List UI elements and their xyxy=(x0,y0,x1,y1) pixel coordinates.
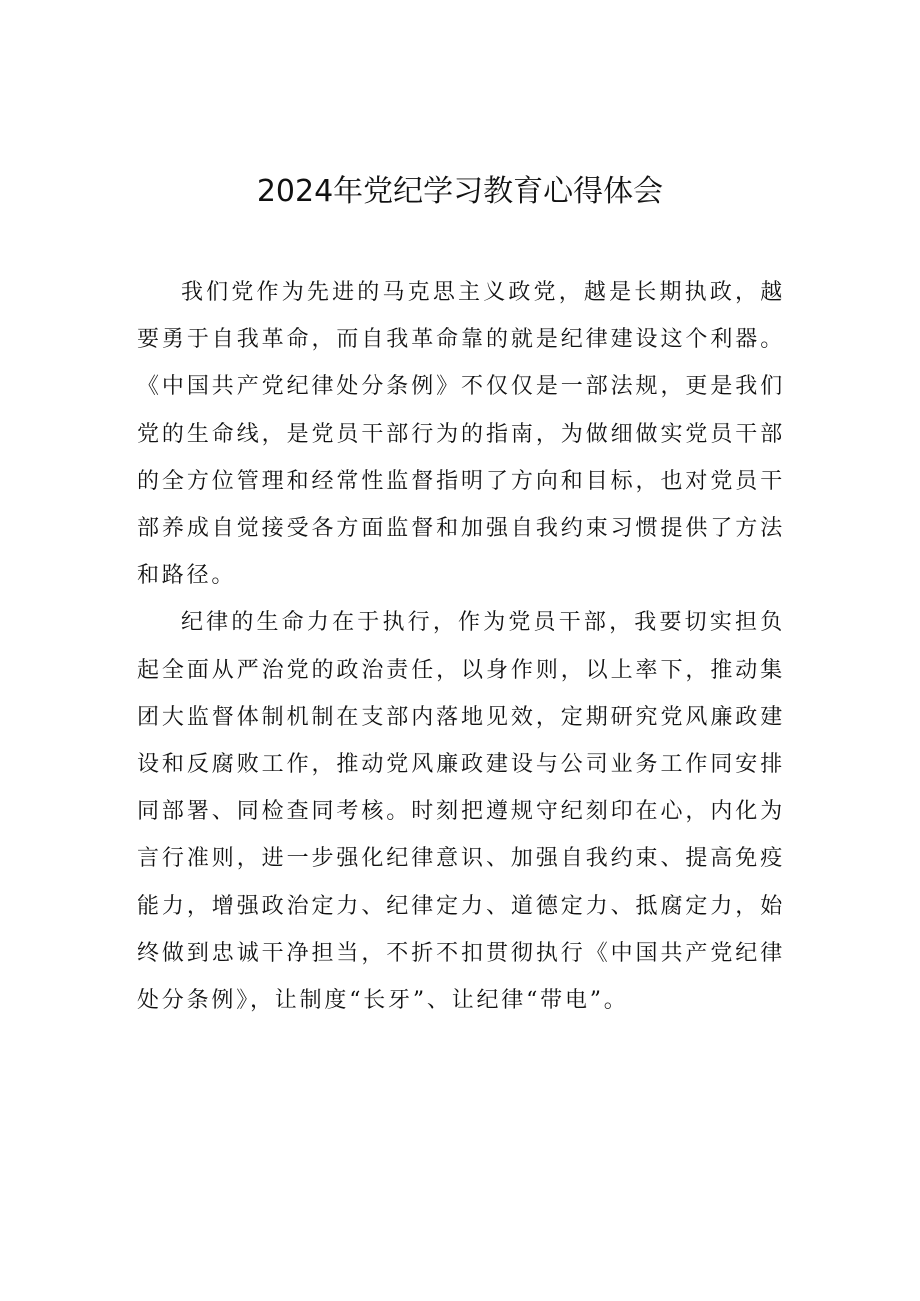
paragraph-1: 我们党作为先进的马克思主义政党，越是长期执政，越要勇于自我革命，而自我革命靠的就是纪律建设这个利器。《中国共产党纪律处分条例》不仅仅是一部法规，更是我们党的生命线，是党员干部行为的指南，为做细做实党员干部的全方位管理和经常性监督指明了方向和目标，也对党员干部养成自觉接受各方面监督和加强自我约束习惯提供了方法和路径。 xyxy=(137,280,785,589)
document-title: 2024年党纪学习教育心得体会 xyxy=(256,174,664,209)
document-body xyxy=(137,269,785,1024)
paragraph-2: 纪律的生命力在于执行，作为党员干部，我要切实担负起全面从严治党的政治责任，以身作则，以上率下，推动集团大监督体制机制在支部内落地见效，定期研究党风廉政建设和反腐败工作，推动党风廉政建设与公司业务工作同安排同部署、同检查同考核。时刻把遵规守纪刻印在心，内化为言行准则，进一步强化纪律意识、加强自我约束、提高免疫能力，增强政治定力、纪律定力、道德定力、抵腐定力，始终做到忠诚干净担当，不折不扣贯彻执行《中国共产党纪律处分条例》，让制度“长牙”、让纪律“带电”。 xyxy=(137,610,785,1014)
